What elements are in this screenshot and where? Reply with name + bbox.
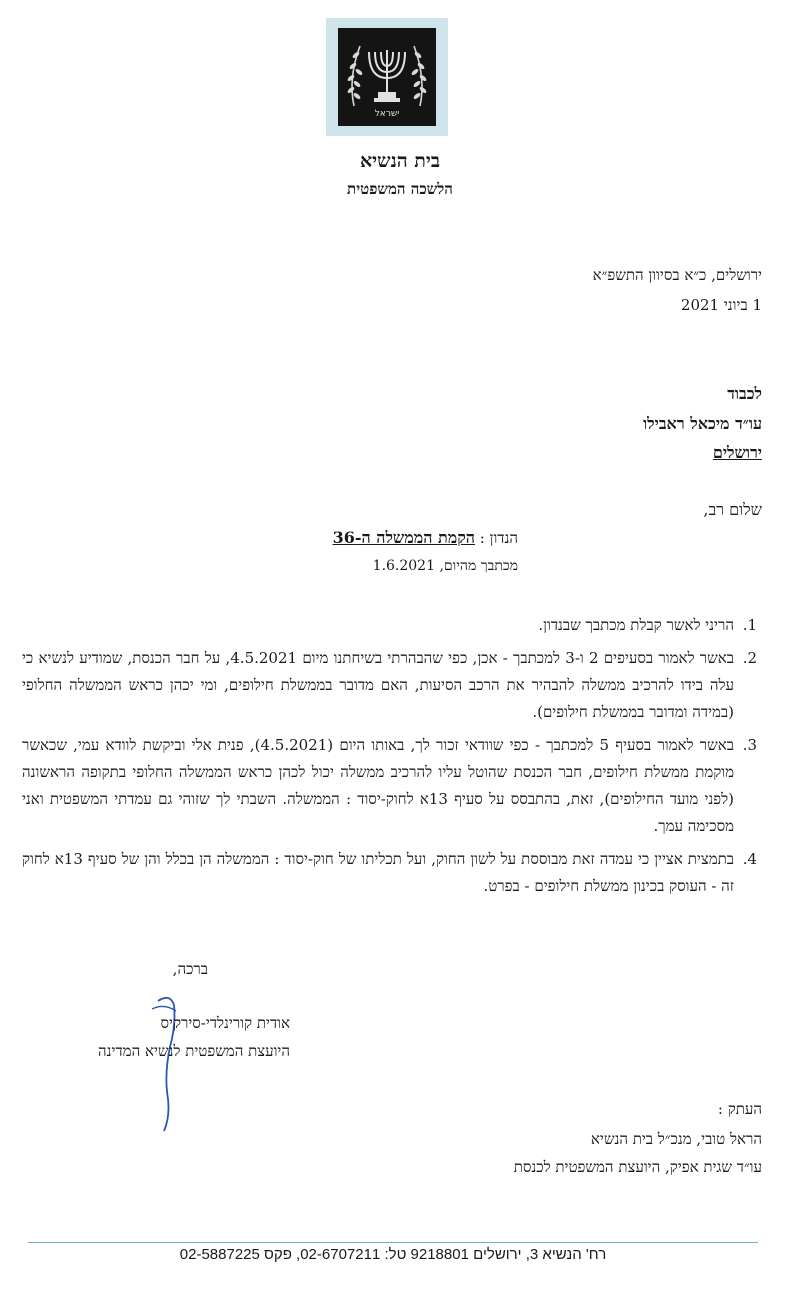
- hebrew-date: ירושלים, כ״א בסיוון התשפ״א: [592, 266, 762, 284]
- subject-label: הנדון :: [479, 529, 518, 547]
- paragraph-item: 1. הריני לאשר קבלת מכתבך שבנדון.: [22, 612, 738, 639]
- cc-title: העתק :: [717, 1100, 762, 1118]
- greeting: שלום רב,: [703, 500, 762, 519]
- signer-name: אודית קורינלדי-סירקיס: [160, 1014, 290, 1032]
- paragraph-item: 4. בתמצית אציין כי עמדה זאת מבוססת על לשון החוק, ועל תכליתו של חוק-יסוד : הממשלה הן בכלל והן של סעיף 13א לחוק זה - העוסק בכינון ממשלת חילופים - בפרט.: [22, 846, 738, 900]
- paragraph-item: 3. באשר לאמור בסעיף 5 למכתבך - כפי שוודאי זכור לך, באותו היום (4.5.2021), פנית אלי וביקשת לוודא עמי, שכאשר מוקמת ממשלת חילופים, חבר הכנסת שהוטל עליו להרכיב ממשלה יכול לכהן כראש הממשלה החלופי בתקופה הראשונה (לפני מועד החילופים), זאת, בהתבסס על סעיף 13א לחוק-יסוד : הממשלה. השבתי לך שזוהי גם עמדתי המשפטית ואני מסכימה עמך.: [22, 732, 738, 840]
- emblem-label: ישראל: [374, 109, 400, 119]
- menorah-emblem-icon: [338, 28, 436, 126]
- recipient-name: עו״ד מיכאל ראבילו: [643, 414, 762, 433]
- office-name: בית הנשיא: [359, 150, 441, 172]
- recipient-salutation: לכבוד: [727, 384, 762, 403]
- footer-address: רח' הנשיא 3, ירושלים 9218801 טל: 02-6707211, פקס 02-5887225: [179, 1246, 607, 1263]
- footer-divider: [28, 1242, 758, 1243]
- gregorian-date: 1 ביוני 2021: [680, 296, 762, 314]
- recipient-city: ירושלים: [712, 443, 762, 462]
- cc-recipient: עו״ד שגית אפיק, היועצת המשפטית לכנסת: [513, 1158, 762, 1176]
- emblem-frame: [326, 18, 448, 136]
- paragraph-item: 2. באשר לאמור בסעיפים 2 ו-3 למכתבך - אכן, כפי שהבהרתי בשיחתנו מיום 4.5.2021, על חבר הכנסת, שמודיע לנשיא כי עלה בידו להרכיב ממשלה להבהיר את הרכב הסיעות, האם מדובר בממשלת חילופים, ומי יכהן כראש הממשלה החלופי (במידה ומדובר בממשלת חילופים).: [22, 645, 738, 726]
- subject-reference: מכתבך מהיום, 1.6.2021: [372, 558, 518, 574]
- subject-title: הקמת הממשלה ה-36: [332, 528, 476, 547]
- signer-title: היועצת המשפטית לנשיא המדינה: [98, 1042, 290, 1060]
- closing-blessing: ברכה,: [172, 960, 208, 978]
- body-paragraphs: [22, 612, 764, 906]
- subject-line: [333, 528, 518, 548]
- department-name: הלשכה המשפטית: [347, 180, 453, 198]
- cc-recipient: הראל טובי, מנכ״ל בית הנשיא: [590, 1130, 762, 1148]
